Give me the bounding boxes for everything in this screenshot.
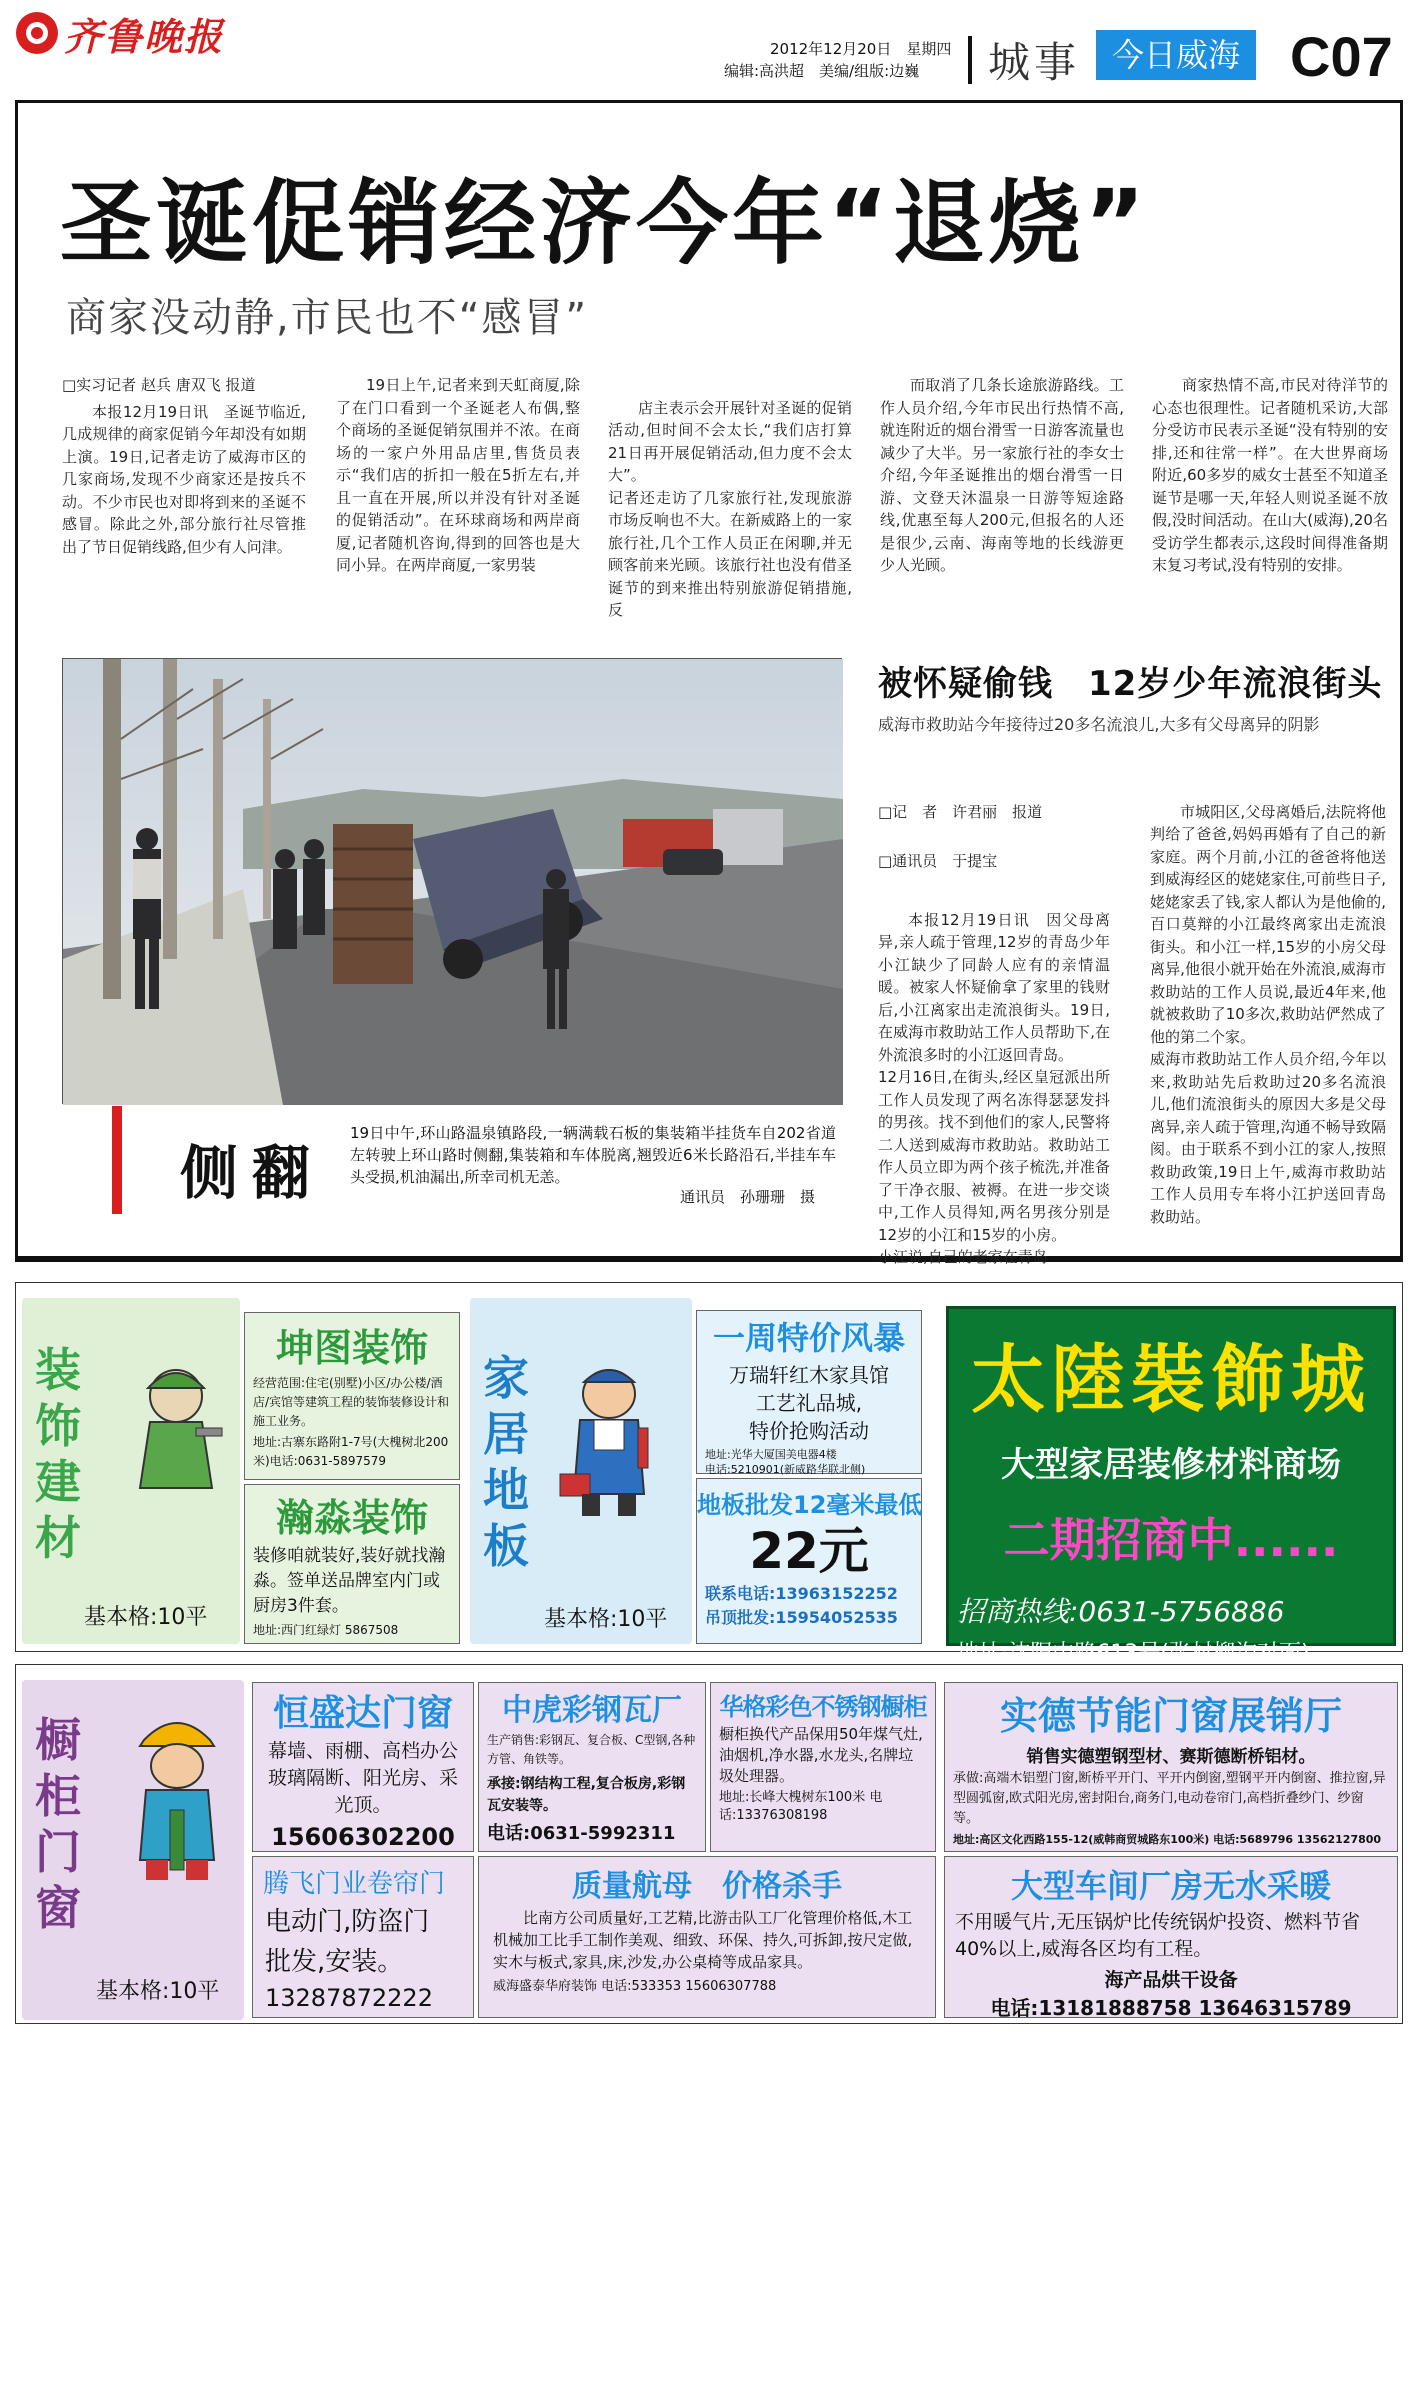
ad-phone: 15606302200: [271, 1823, 455, 1851]
lead-byline: □实习记者 赵兵 唐双飞 报道: [62, 376, 256, 394]
ad-title: 实德节能门窗展销厅: [999, 1694, 1342, 1738]
ad-subtitle: 销售实德塑钢型材、赛斯德断桥铝材。: [1026, 1747, 1316, 1767]
ad-hengshengda-windows: [252, 1682, 474, 1852]
ad-phone: 联系电话:13963152252: [705, 1584, 898, 1603]
worker-cartoon-icon: [126, 1358, 226, 1512]
ad-category-cabinets: [22, 1680, 244, 2020]
category-price: 基本格:10平: [544, 1607, 668, 1632]
ad-title: 中虎彩钢瓦厂: [502, 1693, 682, 1728]
column-badge: 今日威海: [1096, 30, 1256, 80]
ad-zhonghu-steel: [478, 1682, 706, 1852]
story2-subheadline: 威海市救助站今年接待过20多名流浪儿,大多有父母离异的阴影: [878, 715, 1320, 734]
category-title: 家居地板: [483, 1351, 529, 1573]
issue-date: 2012年12月20日 星期四: [770, 40, 952, 58]
story2-column-2: [1150, 778, 1386, 1251]
ad-line: 大型家居装修材料商场: [1001, 1445, 1341, 1485]
ad-shengtai-furniture: [478, 1856, 936, 2018]
ad-body: 承接:钢结构工程,复合板房,彩钢瓦安装等。: [487, 1776, 686, 1814]
ad-title: 恒盛达门窗: [272, 1693, 453, 1734]
ad-category-flooring: [470, 1298, 692, 1644]
ad-shide-windows: [944, 1682, 1398, 1852]
plumber-cartoon-icon: [554, 1354, 664, 1528]
photo-caption-text: 19日中午,环山路温泉镇路段,一辆满载石板的集装箱半挂货车自202省道左转驶上环山路时侧翻,集装箱和车体脱离,翘毁近6米长路沿石,半挂车车头受损,机油漏出,所幸司机无恙。: [350, 1124, 836, 1186]
ad-contact: 地址:光华大厦国美电器4楼 电话:5210901(新威路华联北侧): [705, 1448, 866, 1476]
header-divider: [968, 36, 972, 84]
ad-line: 二期招商中......: [1003, 1513, 1339, 1567]
category-price: 基本格:10平: [84, 1605, 208, 1630]
ad-title: 坤图装饰: [275, 1326, 428, 1370]
story2-byline-reporter: □记 者 许君丽 报道: [878, 802, 1043, 821]
ad-title: 太陸裝飾城: [971, 1337, 1371, 1423]
section-name: 城事: [988, 38, 1081, 87]
ad-line: 海产品烘干设备: [1104, 1969, 1238, 1991]
page-number: C07: [1290, 25, 1393, 88]
ad-contact: 地址:古寨东路附1-7号(大槐树北200米)电话:0631-5897579: [253, 1435, 449, 1468]
ad-wanruixuan-furniture: [696, 1310, 922, 1474]
category-price: 基本格:10平: [96, 1979, 220, 2004]
ad-body: 万瑞轩红木家具馆 工艺礼品城, 特价抢购活动: [729, 1363, 889, 1443]
ad-price: 22元: [749, 1522, 869, 1580]
lead-paragraph: 本报12月19日讯 圣诞节临近,几成规律的商家促销今年却没有如期上演。19日,记者走访了威海市区的几家商场,发现不少商家还是按兵不动。不少市民也对即将到来的圣诞不感冒。除此之外,部分旅行社尽管推出了节日促销线路,但少有人问津。: [62, 402, 306, 556]
story2-paragraph: 市城阳区,父母离婚后,法院将他判给了爸爸,妈妈再婚有了自己的新家庭。两个月前,小江的爸爸将他送到威海经区的姥姥家住,可前些日子,姥姥家丢了钱,家人都认为是他偷的,百口莫辩的小江最终离家出走流浪街头。和小江一样,15岁的小房父母离异,他很小就开始在外流浪,威海市救助站的工作人员说,最近4年来,他就被救助了10多次,救助站俨然成了他的第二个家。 威海市救助站工作人员介绍,今年以来,救助站先后救助过20多名流浪儿,他们流浪街头的原因大多是父母离异,亲人疏于管理,沟通不畅导致隔阂。由于联系不到小江的家人,按照救助政策,19日上午,威海市救助站工作人员用专车将小江护送回青岛救助站。: [1150, 802, 1386, 1226]
ad-title: 瀚淼装饰: [275, 1496, 428, 1540]
lead-paragraph: 19日上午,记者来到天虹商厦,除了在门口看到一个圣诞老人布偶,整个商场的圣诞促销氛围并不浓。在商场的一家户外用品店里,售货员表示“我们店的折扣一般在5折左右,并且一直在开展,所以并没有针对圣诞的促销活动”。在环球商场和两岸商厦,记者随机咨询,得到的回答也是大同小异。在两岸商厦,一家男装: [336, 376, 580, 574]
ad-phone: 电话:0631-5992311: [487, 1823, 676, 1844]
ad-title: 地板批发12毫米最低: [697, 1491, 923, 1519]
ad-phone: 电话:13181888758 13646315789: [990, 1996, 1352, 2020]
story2-paragraph: 本报12月19日讯 因父母离异,亲人疏于管理,12岁的青岛少年小江缺少了同龄人应有的亲情温暖。被家人怀疑偷拿了家里的钱财后,小江离家出走流浪街头。19日,在威海市救助站工作人员帮助下,在外流浪多时的小江返回青岛。 12月16日,在街头,经区皇冠派出所工作人员发现了两名冻得瑟瑟发抖的男孩。找不到他们的家人,民警将二人送到威海市救助站。救助站工作人员立即为两个孩子梳洗,并准备了干净衣服、被褥。在进一步交谈中,工作人员得知,两名男孩分别是12岁的小江和15岁的小房。 小江说,自己的老家在青岛: [878, 910, 1110, 1266]
caption-accent-bar: [112, 1106, 122, 1214]
ad-body: 生产销售:彩钢瓦、复合板、C型钢,各种方管、角铁等。: [487, 1733, 696, 1766]
editor-credit: 编辑:高洪超 美编/组版:边巍: [724, 62, 920, 80]
ad-contact: 威海盛泰华府装饰 电话:533353 15606307788: [493, 1979, 777, 1994]
newspaper-logo: [16, 8, 224, 58]
category-title: 装饰建材: [35, 1343, 81, 1565]
ad-body: 比南方公司质量好,工艺精,比游击队工厂化管理价格低,木工机械加工比手工制作美观、细致、环保、持久,可拆卸,按尺定做,实木与板式,家具,床,沙发,办公桌椅等成品家具。: [493, 1909, 913, 1971]
ad-body: 装修咱就装好,装好就找瀚淼。签单送品牌室内门或厨房3件套。: [253, 1546, 446, 1616]
story2-column-1: [878, 778, 1110, 1291]
ad-phone: 招商热线:0631-5756886: [957, 1595, 1285, 1628]
ad-body: 橱柜换代产品保用50年煤气灶,油烟机,净水器,水龙头,名牌垃圾处理器。: [719, 1725, 923, 1785]
news-frame-bottom-rule: [15, 1256, 1403, 1262]
photo-credit: 通讯员 孙珊珊 摄: [680, 1188, 816, 1206]
lead-column-1: [62, 374, 306, 558]
ad-phone: 13287872222: [265, 1984, 433, 2012]
ad-title: 腾飞门业卷帘门: [263, 1869, 446, 1899]
ad-hanmiao-decoration: [244, 1484, 460, 1644]
lead-column-2: [336, 374, 580, 577]
photo-caption-title: 侧翻: [180, 1139, 325, 1207]
ad-title: 一周特价风暴: [712, 1319, 905, 1357]
lead-paragraph: 而取消了几条长途旅游路线。工作人员介绍,今年市民出行热情不高,就连附近的烟台滑雪一日游客流量也减少了大半。另一家旅行社的李女士介绍,今年圣诞推出的烟台滑雪一日游、文登天沐温泉一日游等短途路线,优惠至每人200元,但报名的人还是很少,云南、海南等地的长线游更少人光顾。: [880, 376, 1124, 574]
ad-category-decoration: [22, 1298, 240, 1644]
lead-headline: 圣诞促销经济今年“退烧”: [60, 170, 1149, 277]
ad-heating-equipment: [944, 1856, 1398, 2018]
logo-emblem-icon: [16, 12, 58, 54]
ad-tengfei-doors: [252, 1856, 474, 2018]
ad-title: 华格彩色不锈钢橱柜: [719, 1693, 927, 1721]
lead-column-4: [880, 374, 1124, 577]
lead-paragraph: 商家热情不高,市民对待洋节的心态也很理性。记者随机采访,大部分受访市民表示圣诞“没有特别的安排,还和往常一样”。在大世界商场附近,60多岁的威女士甚至不知道圣诞节是哪一天,年轻人则说圣诞不放假,没时间活动。在山大(威海),20名受访学生都表示,这段时间得准备期末复习考试,没有特别的安排。: [1152, 376, 1388, 574]
news-photo-overturned-truck: [62, 658, 842, 1104]
ad-flooring-wholesale: [696, 1478, 922, 1644]
ad-contact: 地址:西门红绿灯 5867508: [253, 1623, 399, 1637]
lead-column-3: [608, 374, 852, 644]
ad-kuntu-decoration: [244, 1312, 460, 1480]
ad-body: 电动门,防盗门 批发,安装。: [265, 1907, 430, 1977]
ad-huage-cabinets: [710, 1682, 936, 1852]
worker-helmet-cartoon-icon: [122, 1710, 232, 1894]
story2-byline-correspondent: □通讯员 于提宝: [878, 851, 998, 870]
ad-contact: 地址:高区文化西路155-12(威韩商贸城路东100米) 电话:5689796 13562127800: [953, 1833, 1382, 1846]
category-title: 橱柜门窗: [35, 1713, 81, 1935]
ad-title: 大型车间厂房无水采暖: [1010, 1867, 1331, 1905]
masthead: [0, 0, 1417, 92]
logo-text: 齐鲁晚报: [64, 13, 225, 59]
ad-body: 承做:高端木铝塑门窗,断桥平开门、平开内倒窗,塑钢平开内倒窗、推拉窗,异型圆弧窗,欧式阳光房,密封阳台,商务门,电动卷帘门,高档折叠纱门、纱窗等。: [953, 1771, 1386, 1826]
ad-address: 地址:沈阳中路613号(张村柳沟对面): [957, 1641, 1310, 1666]
lead-column-5: [1152, 374, 1388, 577]
lead-subheadline: 商家没动静,市民也不“感冒”: [66, 295, 589, 341]
lead-paragraph: 店主表示会开展针对圣诞的促销活动,但时间不会太长,“我们店打算21日再开展促销活动,但力度不会太大”。 记者还走访了几家旅行社,发现旅游市场反响也不大。在新威路上的一家旅行社,几个工作人员正在闲聊,并无顾客前来光顾。该旅行社也没有借圣诞节的到来推出特别旅游促销措施,反: [608, 398, 852, 619]
ad-body: 经营范围:住宅(别墅)小区/办公楼/酒店/宾馆等建筑工程的装饰装修设计和施工业务。: [253, 1376, 450, 1428]
ad-contact: 地址:长峰大槐树东100米 电话:13376308198: [719, 1790, 883, 1823]
ad-body: 不用暖气片,无压锅炉比传统锅炉投资、燃料节省40%以上,威海各区均有工程。: [955, 1911, 1361, 1960]
ad-phone: 吊顶批发:15954052535: [705, 1608, 898, 1627]
ad-body: 幕墙、雨棚、高档办公玻璃隔断、阳光房、采光顶。: [267, 1740, 458, 1816]
ad-title: 质量航母 价格杀手: [572, 1869, 842, 1904]
ad-tailu-decoration-city: [946, 1306, 1396, 1666]
story2-headline: 被怀疑偷钱 12岁少年流浪街头: [878, 664, 1383, 704]
